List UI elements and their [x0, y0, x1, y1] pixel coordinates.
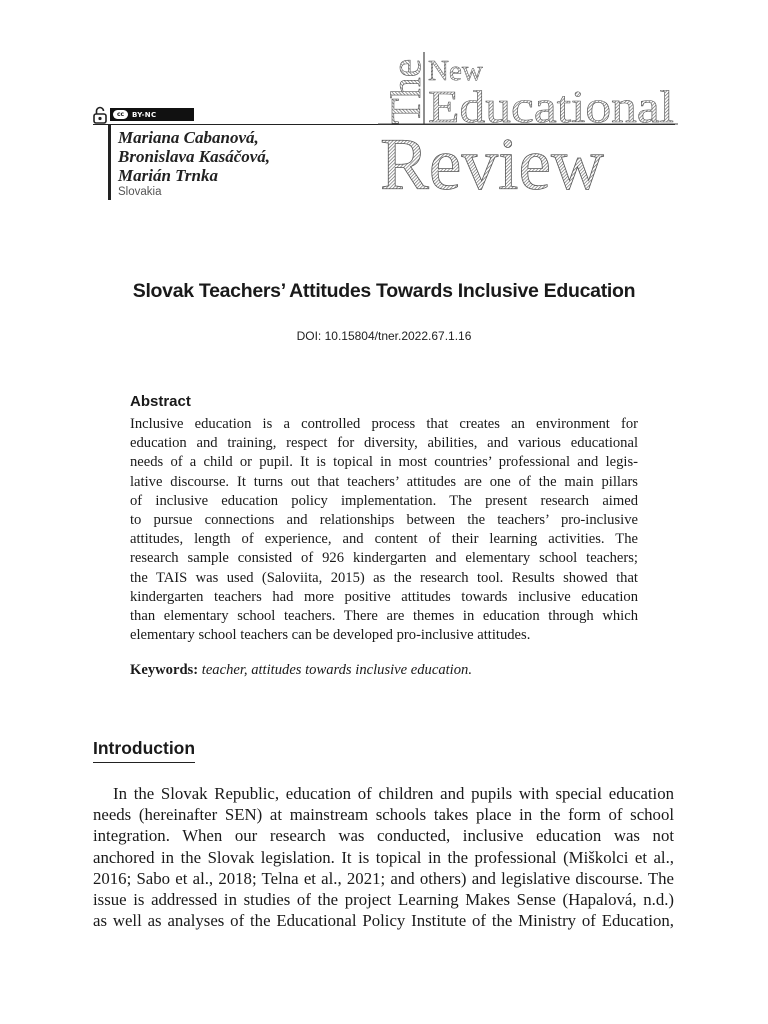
- journal-logo: [378, 50, 678, 195]
- body-line: issue is addressed in studies of the project Learning Makes Sense (Hapalová, n.d.): [93, 890, 674, 910]
- logo-review: Review: [380, 124, 605, 195]
- body-line: integration. When our research was conducted, inclusive education was not: [93, 826, 674, 846]
- abstract-line: attitudes, length of experience, and content of their learning activities. The: [130, 531, 638, 548]
- open-access-lock-icon: [93, 106, 107, 124]
- paper-title: Slovak Teachers’ Attitudes Towards Inclusive Education: [132, 280, 636, 302]
- introduction-heading: Introduction: [93, 738, 195, 763]
- abstract-line: the TAIS was used (Saloviita, 2015) as the research tool. Results showed that: [130, 569, 638, 586]
- author-block: [118, 128, 270, 199]
- author-accent-bar: [108, 125, 111, 200]
- logo-new: New: [428, 55, 483, 87]
- doi-link[interactable]: DOI: 10.15804/tner.2022.67.1.16: [296, 329, 472, 343]
- license-badge[interactable]: [110, 108, 194, 121]
- abstract-line: elementary school teachers can be developed pro-inclusive attitudes.: [130, 627, 531, 644]
- license-label: BY-NC: [132, 110, 157, 119]
- abstract-line: of inclusive education policy implementation. The present research aimed: [130, 492, 638, 509]
- abstract-line: needs of a child or pupil. It is topical in most countries’ professional and legis-: [130, 454, 638, 471]
- abstract-line: education and training, respect for diversity, abilities, and various educational: [130, 435, 638, 452]
- logo-the: The: [384, 58, 430, 124]
- author-name: Bronislava Kasáčová,: [118, 147, 271, 166]
- abstract-line: lative discourse. It turns out that teachers’ attitudes are one of the main pillars: [130, 473, 638, 490]
- abstract-body: [130, 415, 638, 645]
- author-name: Marián Trnka: [118, 166, 218, 185]
- keywords-label: Keywords:: [130, 662, 199, 678]
- abstract-line: research sample consisted of 926 kindergarten and elementary school teachers;: [130, 550, 638, 567]
- creative-commons-icon: cc: [113, 110, 128, 119]
- author-affiliation: Slovakia: [118, 186, 162, 198]
- body-line: In the Slovak Republic, education of children and pupils with special education: [113, 784, 674, 803]
- author-name: Mariana Cabanová,: [118, 128, 259, 147]
- body-line: anchored in the Slovak legislation. It is topical in the professional (Miškolci et al.,: [93, 847, 674, 867]
- abstract-heading: Abstract: [130, 393, 191, 410]
- introduction-body: [93, 783, 674, 931]
- keywords: [130, 662, 472, 679]
- logo-educational: Educational: [428, 82, 674, 132]
- body-line: 2016; Sabo et al., 2018; Telna et al., 2021; and others) and legislative discourse. The: [93, 868, 674, 888]
- keywords-value: teacher, attitudes towards inclusive education.: [201, 662, 472, 678]
- body-line: as well as analyses of the Educational Policy Institute of the Ministry of Education,: [93, 911, 674, 931]
- abstract-line: than elementary school teachers. There are themes in education through which: [130, 608, 638, 625]
- abstract-line: kindergarten teachers had more positive attitudes towards inclusive education: [130, 588, 638, 605]
- body-line: needs (hereinafter SEN) at mainstream schools takes place in the form of school: [93, 805, 674, 825]
- abstract-line: to pursue connections and relationships between the teachers’ pro-inclusive: [130, 512, 638, 529]
- abstract-line: Inclusive education is a controlled process that creates an environment for: [130, 416, 638, 432]
